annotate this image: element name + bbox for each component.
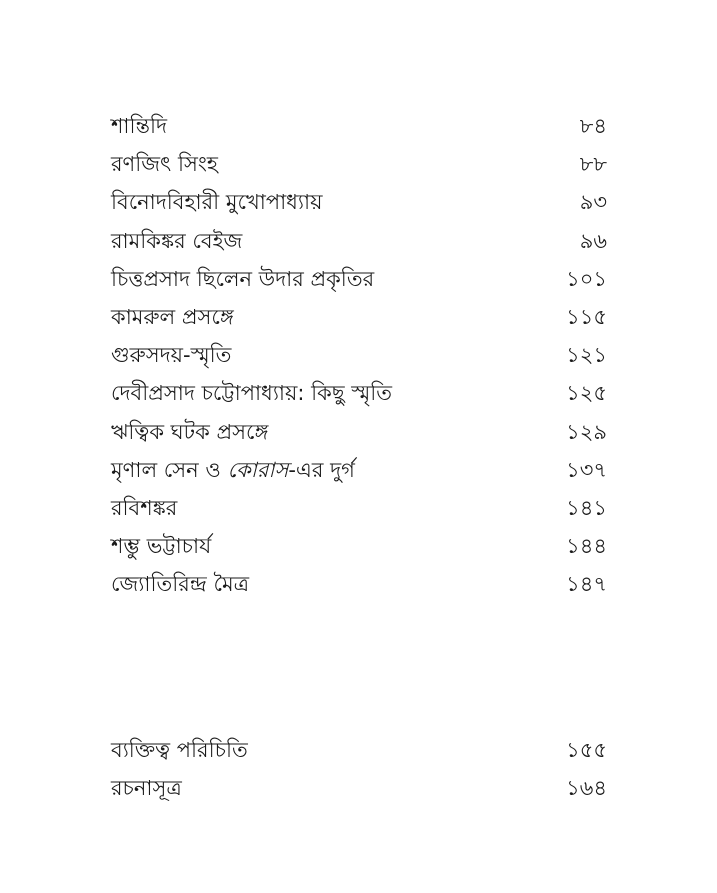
toc-main-list (111, 111, 607, 607)
toc-entry-title: শম্ভু ভট্টাচার্য (111, 534, 212, 559)
toc-entry-page: ৯৬ (579, 228, 607, 253)
toc-entry-page: ১৫৫ (566, 738, 607, 762)
toc-entry-title: রচনাসূত্র (111, 776, 182, 801)
toc-entry-page: ১৬৪ (566, 776, 607, 801)
toc-appendix-list (111, 735, 607, 811)
toc-entry (111, 149, 607, 187)
toc-entry-page: ১২৯ (566, 419, 607, 444)
toc-entry-title: ঋত্বিক ঘটক প্রসঙ্গে (111, 419, 269, 444)
toc-entry-page: ৮৪ (579, 114, 607, 138)
toc-entry (111, 264, 607, 302)
toc-entry-page: ৯৩ (579, 190, 607, 215)
toc-entry (111, 493, 607, 531)
toc-entry-title (111, 455, 355, 485)
toc-entry-title: দেবীপ্রসাদ চট্টোপাধ্যায়: কিছু স্মৃতি (111, 381, 393, 406)
toc-entry (111, 735, 607, 773)
toc-entry (111, 340, 607, 378)
toc-entry-title: বিনোদবিহারী মুখোপাধ্যায় (111, 190, 323, 215)
toc-entry-title-italic: কোরাস (227, 457, 289, 482)
toc-entry-title: রবিশঙ্কর (111, 495, 178, 520)
toc-entry (111, 531, 607, 569)
toc-entry (111, 773, 607, 811)
toc-entry-title: রামকিঙ্কর বেইজ (111, 228, 243, 253)
toc-entry-page: ১৪৪ (566, 534, 607, 559)
toc-entry-page: ১২১ (566, 343, 607, 368)
toc-entry-page: ১৪১ (566, 495, 607, 520)
toc-entry-title: কামরুল প্রসঙ্গে (111, 304, 234, 329)
toc-entry-title: ব্যক্তিত্ব পরিচিতি (111, 738, 248, 762)
toc-entry-title: শান্তিদি (111, 114, 168, 138)
toc-entry (111, 187, 607, 225)
toc-entry (111, 111, 607, 149)
toc-entry-page: ১১৫ (566, 304, 607, 329)
toc-entry (111, 378, 607, 416)
toc-entry-title: গুরুসদয়-স্মৃতি (111, 343, 232, 368)
toc-entry (111, 569, 607, 607)
toc-entry-title: রণজিৎ সিংহ (111, 152, 218, 177)
toc-entry-page: ৮৮ (579, 152, 607, 177)
toc-entry-page: ১৩৭ (566, 457, 607, 482)
toc-entry-title: চিত্তপ্রসাদ ছিলেন উদার প্রকৃতির (111, 266, 375, 291)
toc-entry-title: জ্যোতিরিন্দ্র মৈত্র (111, 572, 250, 597)
toc-entry-page: ১২৫ (566, 381, 607, 406)
toc-entry-title-suffix: -এর দুর্গ (288, 457, 355, 482)
toc-entry (111, 226, 607, 264)
toc-entry-title-prefix: মৃণাল সেন ও (111, 457, 228, 482)
toc-entry (111, 455, 607, 493)
toc-entry-page: ১৪৭ (566, 572, 607, 597)
toc-entry (111, 417, 607, 455)
toc-entry-page: ১০১ (566, 266, 607, 291)
toc-entry (111, 302, 607, 340)
